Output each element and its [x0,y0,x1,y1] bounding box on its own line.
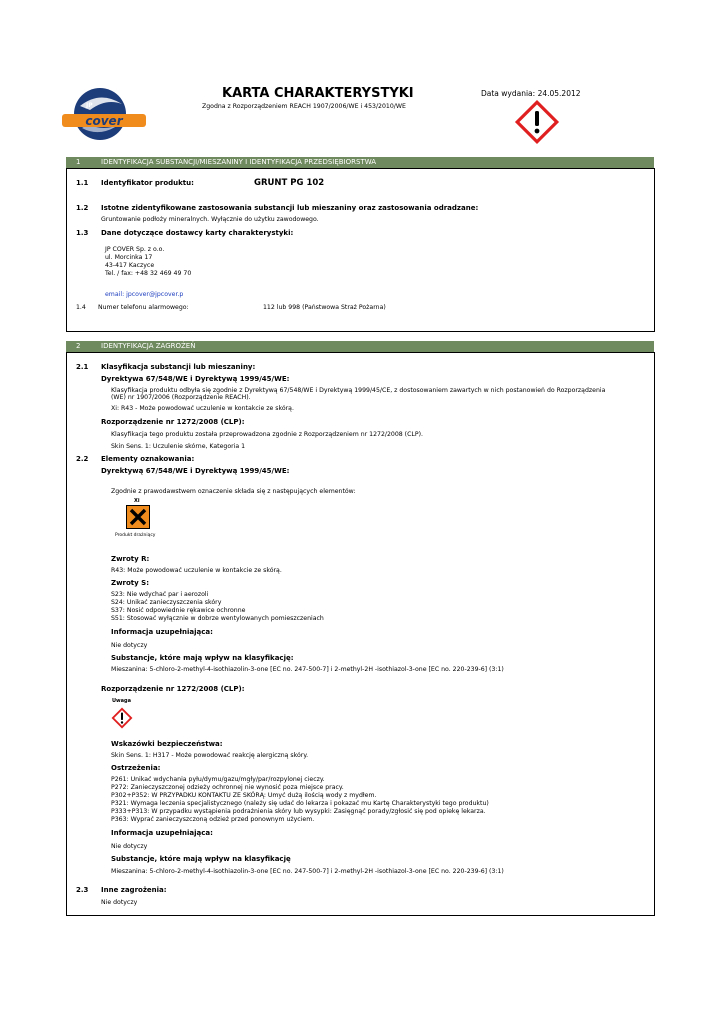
s-phrase: S51: Stosować wyłącznie w dobrze wentylowanych pomieszczeniach [111,615,324,622]
company-logo [60,84,152,148]
signal-word: Uwaga [112,698,132,704]
subsection-label: Elementy oznakowania: [101,455,195,463]
s-phrase: S24: Unikać zanieczyszczenia skóry [111,599,222,606]
supplier-line: JP COVER Sp. z o.o. [105,246,165,253]
supplier-line: Tel. / fax: +48 32 469 49 70 [105,270,192,277]
subsection-number: 2.1 [76,363,89,371]
s-phrases-label: Zwroty S: [111,579,149,587]
hazard-statements-label: Wskazówki bezpieczeństwa: [111,740,223,748]
section-title: IDENTYFIKACJA SUBSTANCJI/MIESZANINY I IDENTYFIKACJA PRZEDSIĘBIORSTWA [101,158,377,166]
section-1-header [66,157,654,168]
section-2-header [66,341,654,352]
section-number: 1 [76,158,81,166]
directive-label: Dyrektywą 67/548/WE i Dyrektywą 1999/45/WE: [101,467,290,475]
xi-code: Xi [134,498,140,504]
precautionary-statement: P302+P352: W PRZYPADKU KONTAKTU ZE SKÓRĄ: Umyć dużą ilością wody z mydłem. [111,792,377,799]
precautionary-statement: P321: Wymaga leczenia specjalistycznego (należy się udać do lekarza i pokazać mu Kartę Charakterystyki tego produktu) [111,800,489,807]
section-title: IDENTYFIKACJA ZAGROŻEŃ [101,342,196,350]
emergency-phone: 112 lub 998 (Państwowa Straż Pożarna) [263,304,386,311]
precautionary-label: Ostrzeżenia: [111,764,161,772]
document-title: KARTA CHARAKTERYSTYKI [222,86,414,101]
r-phrases-label: Zwroty R: [111,555,150,563]
precautionary-statement: P261: Unikać wdychania pyłu/dymu/gazu/mgły/par/rozpylonej cieczy. [111,776,325,783]
s-phrase: S37: Nosić odpowiednie rękawice ochronne [111,607,246,614]
substances-text: Mieszanina: 5-chloro-2-methyl-4-isothiazolin-3-one [EC no. 247-500-7] i 2-methyl-2H -isothiazol-3-one [EC no. 220-239-6] (3:1) [111,666,504,673]
classification-text: Xi: R43 - Może powodować uczulenie w kontakcie ze skórą. [111,405,294,412]
subsection-label: Klasyfikacja substancji lub mieszaniny: [101,363,256,371]
directive-label: Dyrektywa 67/548/WE i Dyrektywą 1999/45/WE: [101,375,290,383]
supplier-line: ul. Morcinka 17 [105,254,153,261]
subsection-number: 1.1 [76,179,89,187]
other-hazards-text: Nie dotyczy [101,899,138,906]
logo-prefix: JP [86,102,93,109]
subsection-number: 1.3 [76,229,89,237]
logo-text: cover [85,114,123,128]
exclamation-mark-hazard-icon [514,99,560,145]
identified-uses-text: Gruntowanie podłoży mineralnych. Wyłącznie do użytku zawodowego. [101,216,319,223]
subsection-number: 2.3 [76,886,89,894]
subsection-label: Dane dotyczące dostawcy karty charakterystyki: [101,229,294,237]
subsection-label: Istotne zidentyfikowane zastosowania substancji lub mieszaniny oraz zastosowania odradzane: [101,204,479,212]
subsection-number: 1.2 [76,204,89,212]
document-subtitle: Zgodna z Rozporządzeniem REACH 1907/2006/WE i 453/2010/WE [202,103,406,110]
r-phrase: R43: Może powodować uczulenie w kontakcie ze skórą. [111,567,282,574]
subsection-label: Inne zagrożenia: [101,886,167,894]
clp-text: Skin Sens. 1: Uczulenie skórne, Kategoria 1 [111,443,246,450]
subsection-label: Numer telefonu alarmowego: [98,304,189,311]
exclamation-mark-hazard-icon [111,707,133,729]
issue-date: Data wydania: 24.05.2012 [481,89,581,98]
precautionary-statement: P363: Wyprać zanieczyszczoną odzież przed ponownym użyciem. [111,816,315,823]
subsection-number: 2.2 [76,455,89,463]
supplementary-info-text: Nie dotyczy [111,843,148,850]
substances-label: Substancje, które mają wpływ na klasyfikację: [111,654,294,662]
clp-label: Rozporządzenie nr 1272/2008 (CLP): [101,418,245,426]
xi-irritant-icon [126,505,150,529]
substances-label: Substancje, które mają wpływ na klasyfikację [111,855,291,863]
labeling-intro: Zgodnie z prawodawstwem oznaczenie składa się z następujących elementów: [111,488,356,495]
product-name: GRUNT PG 102 [254,178,325,188]
supplier-line: 43-417 Kaczyce [105,262,155,269]
subsection-label: Identyfikator produktu: [101,179,194,187]
supplementary-info-label: Informacja uzupełniająca: [111,628,213,636]
precautionary-statement: P333+P313: W przypadku wystąpienia podrażnienia skóry lub wysypki: Zasięgnąć porady/zgłosić się pod opiekę lekarza. [111,808,486,815]
classification-text: Klasyfikacja produktu odbyła się zgodnie z Dyrektywą 67/548/WE i Dyrektywą 1999/45/CE, z dostosowaniem zawartych w nich postanowień do Rozporządzenia [111,387,606,394]
precautionary-statement: P272: Zanieczyszczonej odzieży ochronnej nie wynosić poza miejsce pracy. [111,784,344,791]
clp-text: Klasyfikacja tego produktu została przeprowadzona zgodnie z Rozporządzeniem nr 1272/2008 (CLP). [111,431,423,438]
email-link[interactable]: email: jpcover@jpcover.p [105,291,184,298]
section-number: 2 [76,342,81,350]
subsection-number: 1.4 [76,304,86,311]
supplementary-info-label: Informacja uzupełniająca: [111,829,213,837]
clp-label: Rozporządzenie nr 1272/2008 (CLP): [101,685,245,693]
s-phrase: S23: Nie wdychać par i aerozoli [111,591,209,598]
supplementary-info-text: Nie dotyczy [111,642,148,649]
xi-caption: Produkt drażniący [115,533,156,538]
substances-text: Mieszanina: 5-chloro-2-methyl-4-isothiazolin-3-one [EC no. 247-500-7] i 2-methyl-2H -isothiazol-3-one [EC no. 220-239-6] (3:1) [111,868,504,875]
hazard-statement: Skin Sens. 1: H317 - Może powodować reakcję alergiczną skóry. [111,752,309,759]
classification-text: (WE) nr 1907/2006 (Rozporządzenie REACH). [111,394,251,401]
